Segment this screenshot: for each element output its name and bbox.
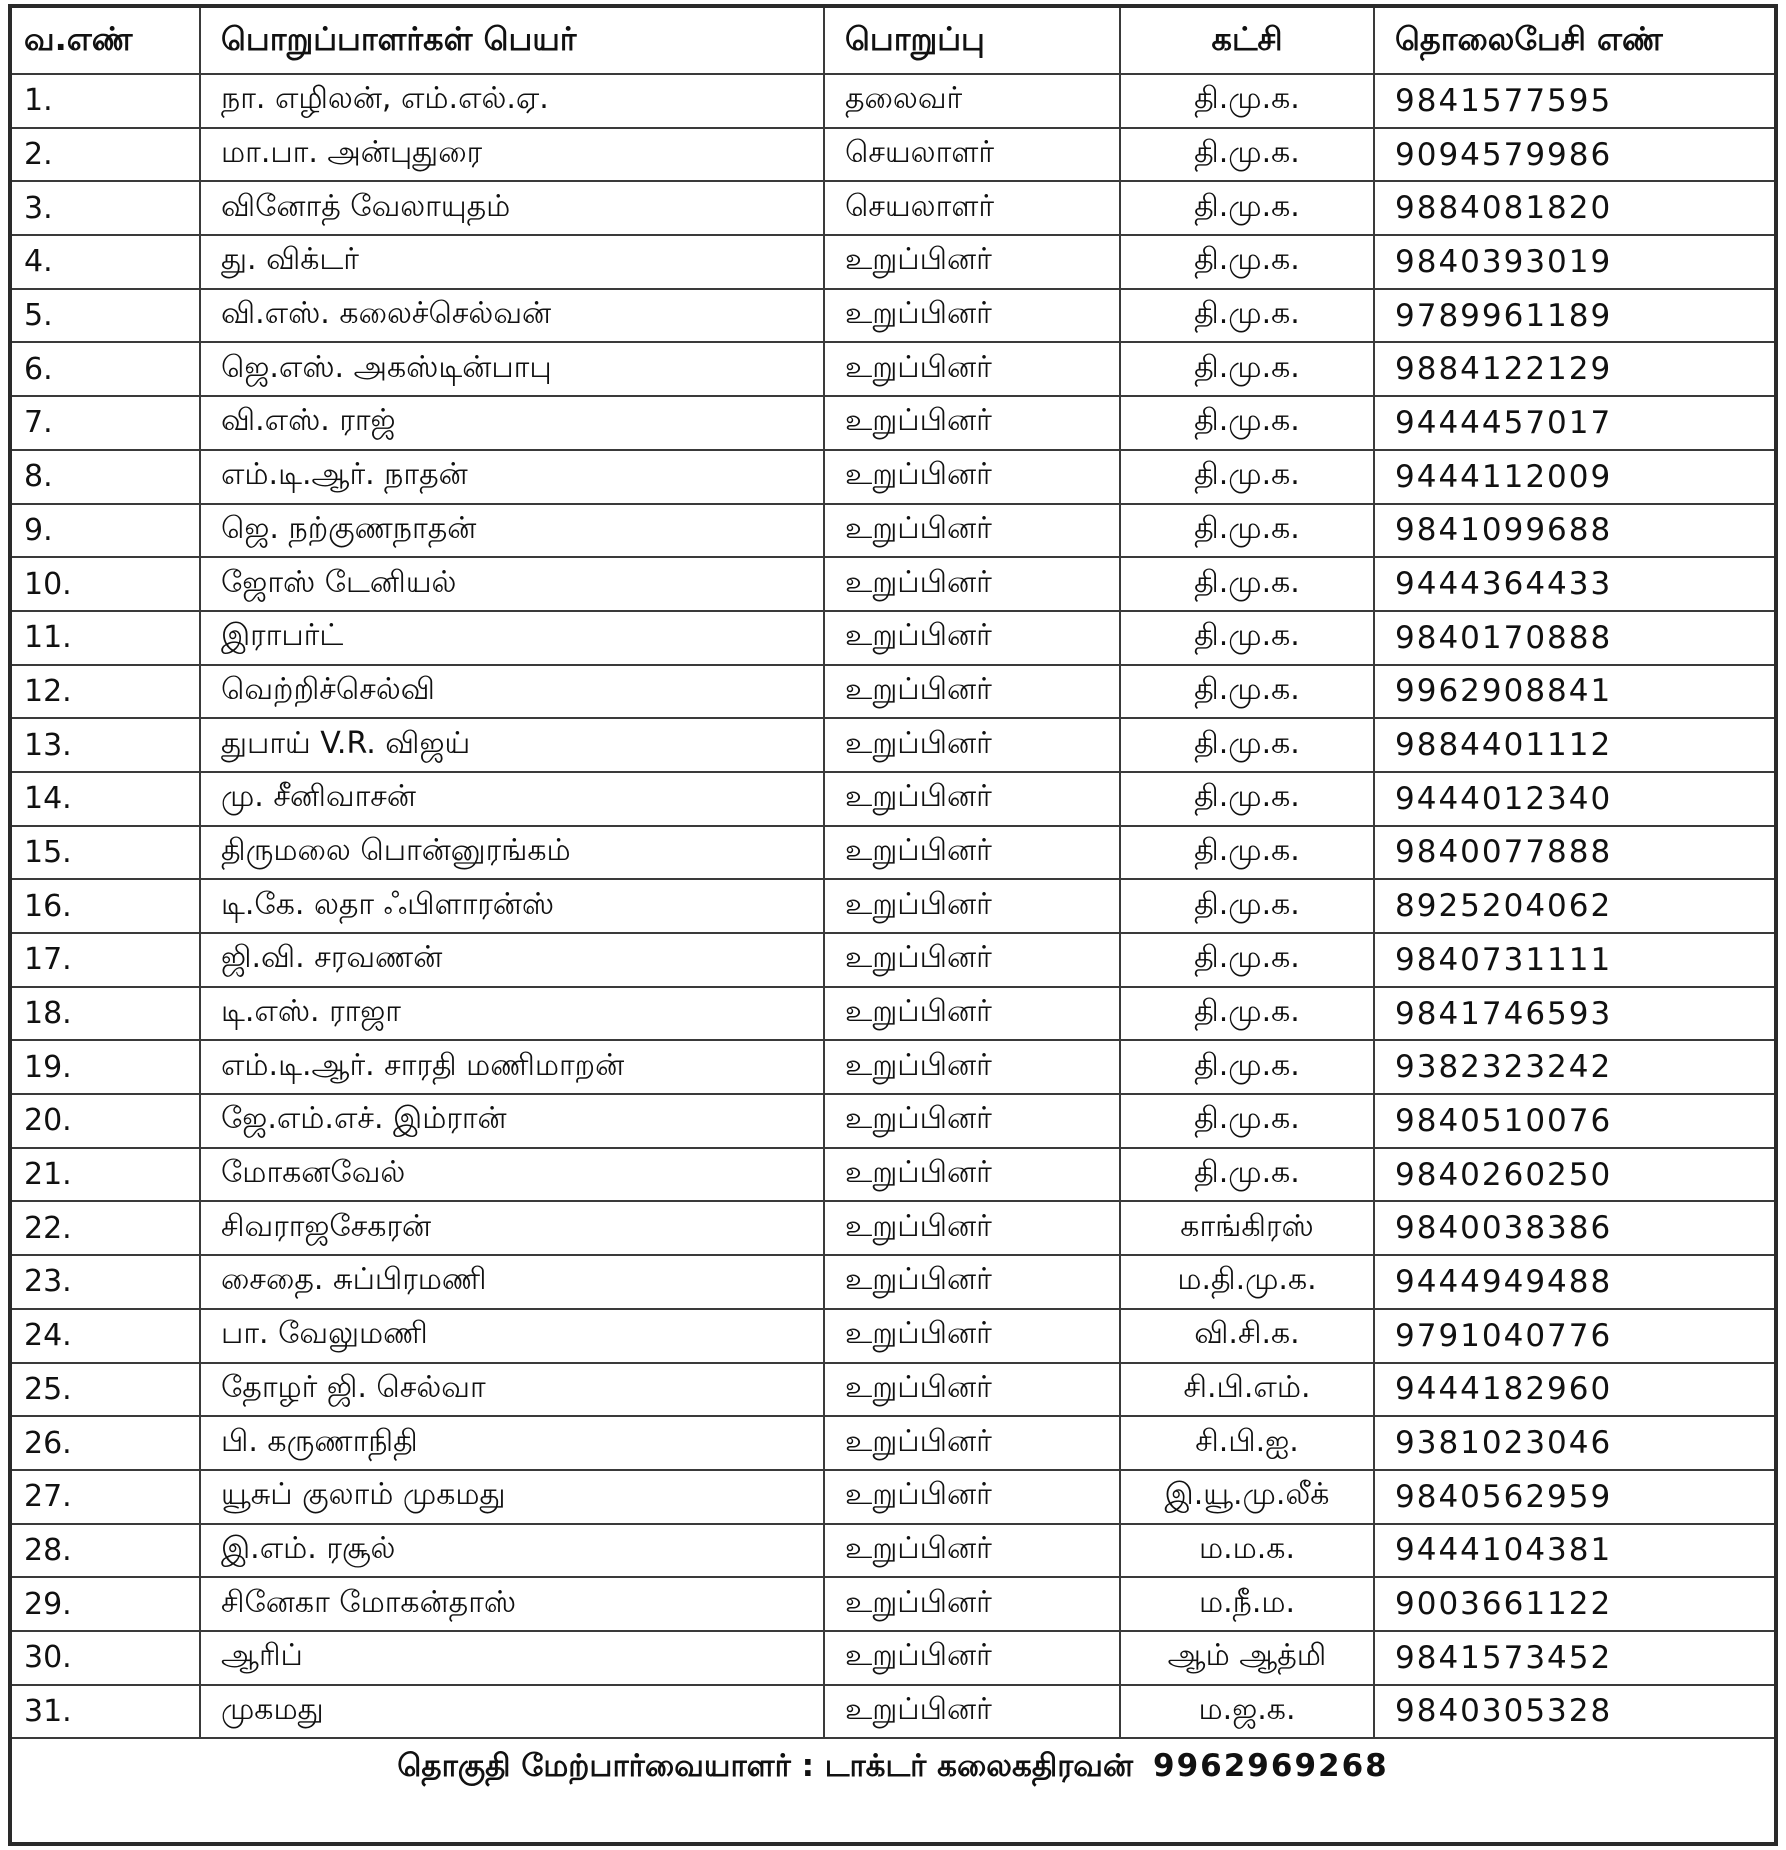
cell-party: தி.மு.க. bbox=[1120, 504, 1374, 558]
cell-phone: 9841573452 bbox=[1374, 1631, 1774, 1685]
table-row bbox=[12, 1631, 1774, 1685]
cell-serial: 30. bbox=[12, 1631, 200, 1685]
table-row bbox=[12, 933, 1774, 987]
table-row bbox=[12, 611, 1774, 665]
cell-name: மோகனவேல் bbox=[200, 1148, 824, 1202]
cell-role: உறுப்பினர் bbox=[824, 1524, 1120, 1578]
cell-phone: 9841577595 bbox=[1374, 74, 1774, 128]
cell-name: பி. கருணாநிதி bbox=[200, 1416, 824, 1470]
cell-party: தி.மு.க. bbox=[1120, 987, 1374, 1041]
cell-serial: 1. bbox=[12, 74, 200, 128]
table-row bbox=[12, 1416, 1774, 1470]
cell-name: முகமது bbox=[200, 1685, 824, 1739]
cell-name: ஜெ.எஸ். அகஸ்டின்பாபு bbox=[200, 342, 824, 396]
cell-name: பா. வேலுமணி bbox=[200, 1309, 824, 1363]
cell-role: உறுப்பினர் bbox=[824, 987, 1120, 1041]
header-role: பொறுப்பு bbox=[824, 8, 1120, 74]
cell-phone: 9840731111 bbox=[1374, 933, 1774, 987]
cell-name: எம்.டி.ஆர். சாரதி மணிமாறன் bbox=[200, 1040, 824, 1094]
cell-phone: 9094579986 bbox=[1374, 128, 1774, 182]
cell-party: தி.மு.க. bbox=[1120, 665, 1374, 719]
members-table bbox=[12, 8, 1774, 1796]
cell-name: ஜெ. நற்குணநாதன் bbox=[200, 504, 824, 558]
cell-name: நா. எழிலன், எம்.எல்.ஏ. bbox=[200, 74, 824, 128]
cell-phone: 9444364433 bbox=[1374, 557, 1774, 611]
cell-serial: 25. bbox=[12, 1363, 200, 1417]
cell-serial: 20. bbox=[12, 1094, 200, 1148]
cell-serial: 14. bbox=[12, 772, 200, 826]
cell-role: உறுப்பினர் bbox=[824, 611, 1120, 665]
cell-party: தி.மு.க. bbox=[1120, 342, 1374, 396]
table-row bbox=[12, 772, 1774, 826]
cell-party: ஆம் ஆத்மி bbox=[1120, 1631, 1374, 1685]
header-name: பொறுப்பாளர்கள் பெயர் bbox=[200, 8, 824, 74]
cell-serial: 28. bbox=[12, 1524, 200, 1578]
cell-party: தி.மு.க. bbox=[1120, 181, 1374, 235]
table-row bbox=[12, 1255, 1774, 1309]
table-row bbox=[12, 450, 1774, 504]
cell-phone: 9791040776 bbox=[1374, 1309, 1774, 1363]
supervisor-label: தொகுதி மேற்பார்வையாளர் : டாக்டர் கலைகதிரவன் bbox=[397, 1747, 1134, 1784]
cell-phone: 9840170888 bbox=[1374, 611, 1774, 665]
cell-party: ம.ம.க. bbox=[1120, 1524, 1374, 1578]
cell-serial: 11. bbox=[12, 611, 200, 665]
cell-phone: 9444012340 bbox=[1374, 772, 1774, 826]
cell-name: யூசுப் குலாம் முகமது bbox=[200, 1470, 824, 1524]
table-row bbox=[12, 987, 1774, 1041]
cell-role: உறுப்பினர் bbox=[824, 289, 1120, 343]
cell-party: தி.மு.க. bbox=[1120, 933, 1374, 987]
cell-serial: 2. bbox=[12, 128, 200, 182]
table-row bbox=[12, 1148, 1774, 1202]
cell-serial: 16. bbox=[12, 879, 200, 933]
cell-name: சினேகா மோகன்தாஸ் bbox=[200, 1577, 824, 1631]
cell-name: எம்.டி.ஆர். நாதன் bbox=[200, 450, 824, 504]
cell-name: சைதை. சுப்பிரமணி bbox=[200, 1255, 824, 1309]
cell-serial: 19. bbox=[12, 1040, 200, 1094]
cell-party: சி.பி.ஐ. bbox=[1120, 1416, 1374, 1470]
cell-party: வி.சி.க. bbox=[1120, 1309, 1374, 1363]
cell-phone: 9444949488 bbox=[1374, 1255, 1774, 1309]
cell-name: துபாய் V.R. விஜய் bbox=[200, 718, 824, 772]
cell-role: உறுப்பினர் bbox=[824, 1309, 1120, 1363]
cell-serial: 29. bbox=[12, 1577, 200, 1631]
cell-serial: 23. bbox=[12, 1255, 200, 1309]
cell-name: வெற்றிச்செல்வி bbox=[200, 665, 824, 719]
cell-name: தோழர் ஜி. செல்வா bbox=[200, 1363, 824, 1417]
cell-phone: 9840510076 bbox=[1374, 1094, 1774, 1148]
cell-role: உறுப்பினர் bbox=[824, 718, 1120, 772]
table-row bbox=[12, 1685, 1774, 1739]
header-row bbox=[12, 8, 1774, 74]
cell-party: தி.மு.க. bbox=[1120, 557, 1374, 611]
cell-party: தி.மு.க. bbox=[1120, 826, 1374, 880]
cell-name: ஜே.எம்.எச். இம்ரான் bbox=[200, 1094, 824, 1148]
cell-name: ஜோஸ் டேனியல் bbox=[200, 557, 824, 611]
cell-phone: 9003661122 bbox=[1374, 1577, 1774, 1631]
cell-party: தி.மு.க. bbox=[1120, 450, 1374, 504]
cell-serial: 5. bbox=[12, 289, 200, 343]
cell-role: உறுப்பினர் bbox=[824, 1577, 1120, 1631]
table-row bbox=[12, 1309, 1774, 1363]
cell-name: திருமலை பொன்னுரங்கம் bbox=[200, 826, 824, 880]
cell-party: காங்கிரஸ் bbox=[1120, 1201, 1374, 1255]
cell-party: தி.மு.க. bbox=[1120, 396, 1374, 450]
cell-phone: 8925204062 bbox=[1374, 879, 1774, 933]
supervisor-phone: 9962969268 bbox=[1153, 1747, 1389, 1784]
cell-name: ஜி.வி. சரவணன் bbox=[200, 933, 824, 987]
cell-name: ஆரிப் bbox=[200, 1631, 824, 1685]
cell-phone: 9884081820 bbox=[1374, 181, 1774, 235]
table-row bbox=[12, 1040, 1774, 1094]
cell-party: ம.ஜ.க. bbox=[1120, 1685, 1374, 1739]
members-sheet bbox=[8, 4, 1778, 1846]
header-phone: தொலைபேசி எண் bbox=[1374, 8, 1774, 74]
cell-phone: 9840393019 bbox=[1374, 235, 1774, 289]
table-row bbox=[12, 1363, 1774, 1417]
cell-serial: 26. bbox=[12, 1416, 200, 1470]
table-row bbox=[12, 342, 1774, 396]
cell-serial: 3. bbox=[12, 181, 200, 235]
cell-party: தி.மு.க. bbox=[1120, 611, 1374, 665]
cell-party: இ.யூ.மு.லீக் bbox=[1120, 1470, 1374, 1524]
cell-party: தி.மு.க. bbox=[1120, 1148, 1374, 1202]
cell-role: தலைவர் bbox=[824, 74, 1120, 128]
cell-role: உறுப்பினர் bbox=[824, 450, 1120, 504]
cell-phone: 9840562959 bbox=[1374, 1470, 1774, 1524]
cell-serial: 18. bbox=[12, 987, 200, 1041]
cell-party: தி.மு.க. bbox=[1120, 1094, 1374, 1148]
table-row bbox=[12, 1524, 1774, 1578]
cell-name: டி.கே. லதா ஃபிளாரன்ஸ் bbox=[200, 879, 824, 933]
cell-phone: 9444104381 bbox=[1374, 1524, 1774, 1578]
table-row bbox=[12, 289, 1774, 343]
cell-party: தி.மு.க. bbox=[1120, 1040, 1374, 1094]
cell-phone: 9789961189 bbox=[1374, 289, 1774, 343]
table-row bbox=[12, 504, 1774, 558]
cell-role: உறுப்பினர் bbox=[824, 665, 1120, 719]
cell-role: செயலாளர் bbox=[824, 128, 1120, 182]
cell-phone: 9840260250 bbox=[1374, 1148, 1774, 1202]
table-row bbox=[12, 128, 1774, 182]
cell-role: உறுப்பினர் bbox=[824, 342, 1120, 396]
header-party: கட்சி bbox=[1120, 8, 1374, 74]
cell-role: உறுப்பினர் bbox=[824, 879, 1120, 933]
cell-role: செயலாளர் bbox=[824, 181, 1120, 235]
cell-role: உறுப்பினர் bbox=[824, 1255, 1120, 1309]
table-row bbox=[12, 1577, 1774, 1631]
cell-name: வி.எஸ். கலைச்செல்வன் bbox=[200, 289, 824, 343]
cell-serial: 9. bbox=[12, 504, 200, 558]
table-row bbox=[12, 396, 1774, 450]
cell-phone: 9884122129 bbox=[1374, 342, 1774, 396]
cell-phone: 9840077888 bbox=[1374, 826, 1774, 880]
table-row bbox=[12, 181, 1774, 235]
cell-serial: 6. bbox=[12, 342, 200, 396]
cell-serial: 27. bbox=[12, 1470, 200, 1524]
cell-party: தி.மு.க. bbox=[1120, 879, 1374, 933]
cell-role: உறுப்பினர் bbox=[824, 1416, 1120, 1470]
table-body bbox=[12, 74, 1774, 1738]
header-serial: வ.எண் bbox=[12, 8, 200, 74]
footer-row bbox=[12, 1738, 1774, 1796]
cell-role: உறுப்பினர் bbox=[824, 1631, 1120, 1685]
cell-role: உறுப்பினர் bbox=[824, 1363, 1120, 1417]
cell-phone: 9444112009 bbox=[1374, 450, 1774, 504]
cell-name: து. விக்டர் bbox=[200, 235, 824, 289]
cell-serial: 8. bbox=[12, 450, 200, 504]
table-row bbox=[12, 826, 1774, 880]
cell-party: ம.நீ.ம. bbox=[1120, 1577, 1374, 1631]
cell-party: தி.மு.க. bbox=[1120, 289, 1374, 343]
cell-serial: 10. bbox=[12, 557, 200, 611]
cell-serial: 15. bbox=[12, 826, 200, 880]
cell-role: உறுப்பினர் bbox=[824, 235, 1120, 289]
cell-party: சி.பி.எம். bbox=[1120, 1363, 1374, 1417]
cell-phone: 9840038386 bbox=[1374, 1201, 1774, 1255]
cell-phone: 9840305328 bbox=[1374, 1685, 1774, 1739]
cell-phone: 9962908841 bbox=[1374, 665, 1774, 719]
cell-role: உறுப்பினர் bbox=[824, 1148, 1120, 1202]
table-row bbox=[12, 1201, 1774, 1255]
cell-name: வினோத் வேலாயுதம் bbox=[200, 181, 824, 235]
cell-serial: 24. bbox=[12, 1309, 200, 1363]
cell-serial: 13. bbox=[12, 718, 200, 772]
cell-name: மு. சீனிவாசன் bbox=[200, 772, 824, 826]
table-row bbox=[12, 718, 1774, 772]
cell-name: வி.எஸ். ராஜ் bbox=[200, 396, 824, 450]
cell-name: இ.எம். ரசூல் bbox=[200, 1524, 824, 1578]
cell-role: உறுப்பினர் bbox=[824, 396, 1120, 450]
cell-phone: 9444182960 bbox=[1374, 1363, 1774, 1417]
cell-name: டி.எஸ். ராஜா bbox=[200, 987, 824, 1041]
cell-party: தி.மு.க. bbox=[1120, 772, 1374, 826]
cell-party: தி.மு.க. bbox=[1120, 128, 1374, 182]
table-row bbox=[12, 557, 1774, 611]
cell-role: உறுப்பினர் bbox=[824, 933, 1120, 987]
cell-serial: 22. bbox=[12, 1201, 200, 1255]
supervisor-line bbox=[12, 1738, 1774, 1796]
table-row bbox=[12, 1094, 1774, 1148]
cell-party: தி.மு.க. bbox=[1120, 718, 1374, 772]
cell-serial: 31. bbox=[12, 1685, 200, 1739]
cell-role: உறுப்பினர் bbox=[824, 826, 1120, 880]
cell-role: உறுப்பினர் bbox=[824, 1094, 1120, 1148]
cell-phone: 9381023046 bbox=[1374, 1416, 1774, 1470]
cell-role: உறுப்பினர் bbox=[824, 1201, 1120, 1255]
table-row bbox=[12, 665, 1774, 719]
cell-name: மா.பா. அன்புதுரை bbox=[200, 128, 824, 182]
cell-role: உறுப்பினர் bbox=[824, 1040, 1120, 1094]
cell-name: இராபர்ட் bbox=[200, 611, 824, 665]
cell-phone: 9444457017 bbox=[1374, 396, 1774, 450]
table-row bbox=[12, 235, 1774, 289]
cell-role: உறுப்பினர் bbox=[824, 772, 1120, 826]
table-row bbox=[12, 879, 1774, 933]
cell-phone: 9841746593 bbox=[1374, 987, 1774, 1041]
cell-phone: 9884401112 bbox=[1374, 718, 1774, 772]
cell-serial: 17. bbox=[12, 933, 200, 987]
cell-party: தி.மு.க. bbox=[1120, 74, 1374, 128]
cell-role: உறுப்பினர் bbox=[824, 1470, 1120, 1524]
table-row bbox=[12, 74, 1774, 128]
table-row bbox=[12, 1470, 1774, 1524]
cell-serial: 4. bbox=[12, 235, 200, 289]
cell-party: ம.தி.மு.க. bbox=[1120, 1255, 1374, 1309]
cell-party: தி.மு.க. bbox=[1120, 235, 1374, 289]
cell-serial: 12. bbox=[12, 665, 200, 719]
cell-serial: 21. bbox=[12, 1148, 200, 1202]
cell-role: உறுப்பினர் bbox=[824, 1685, 1120, 1739]
cell-role: உறுப்பினர் bbox=[824, 557, 1120, 611]
cell-phone: 9382323242 bbox=[1374, 1040, 1774, 1094]
cell-name: சிவராஜசேகரன் bbox=[200, 1201, 824, 1255]
cell-phone: 9841099688 bbox=[1374, 504, 1774, 558]
cell-serial: 7. bbox=[12, 396, 200, 450]
cell-role: உறுப்பினர் bbox=[824, 504, 1120, 558]
